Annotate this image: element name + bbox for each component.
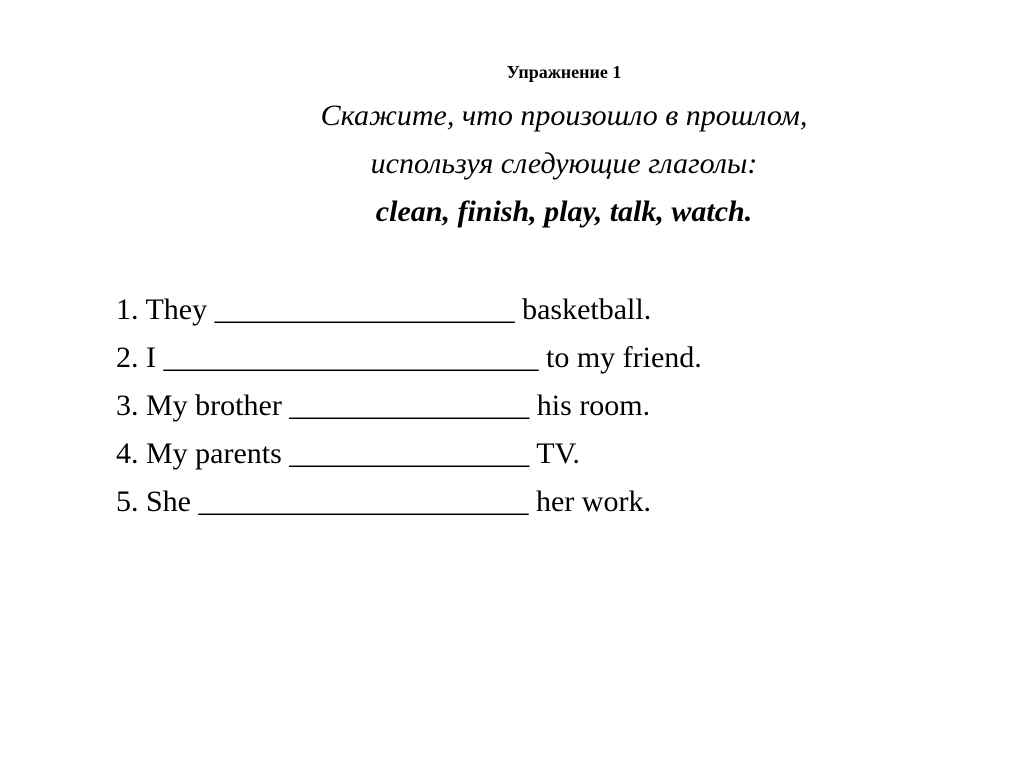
exercise-item-4: 4. My parents ________________ TV.	[116, 437, 580, 470]
verb-list: clean, finish, play, talk, watch.	[375, 195, 753, 228]
instruction-line-1: Скажите, что произошло в прошлом,	[320, 99, 808, 132]
exercise-title: Упражнение 1	[506, 62, 622, 82]
instruction-line-2: используя следующие глаголы:	[370, 147, 758, 180]
exercise-item-2: 2. I _________________________ to my friend.	[116, 341, 702, 374]
exercise-item-5: 5. She ______________________ her work.	[116, 485, 651, 518]
exercise-item-3: 3. My brother ________________ his room.	[116, 389, 651, 422]
exercise-item-1: 1. They ____________________ basketball.	[116, 293, 652, 326]
exercise-list	[116, 286, 702, 526]
